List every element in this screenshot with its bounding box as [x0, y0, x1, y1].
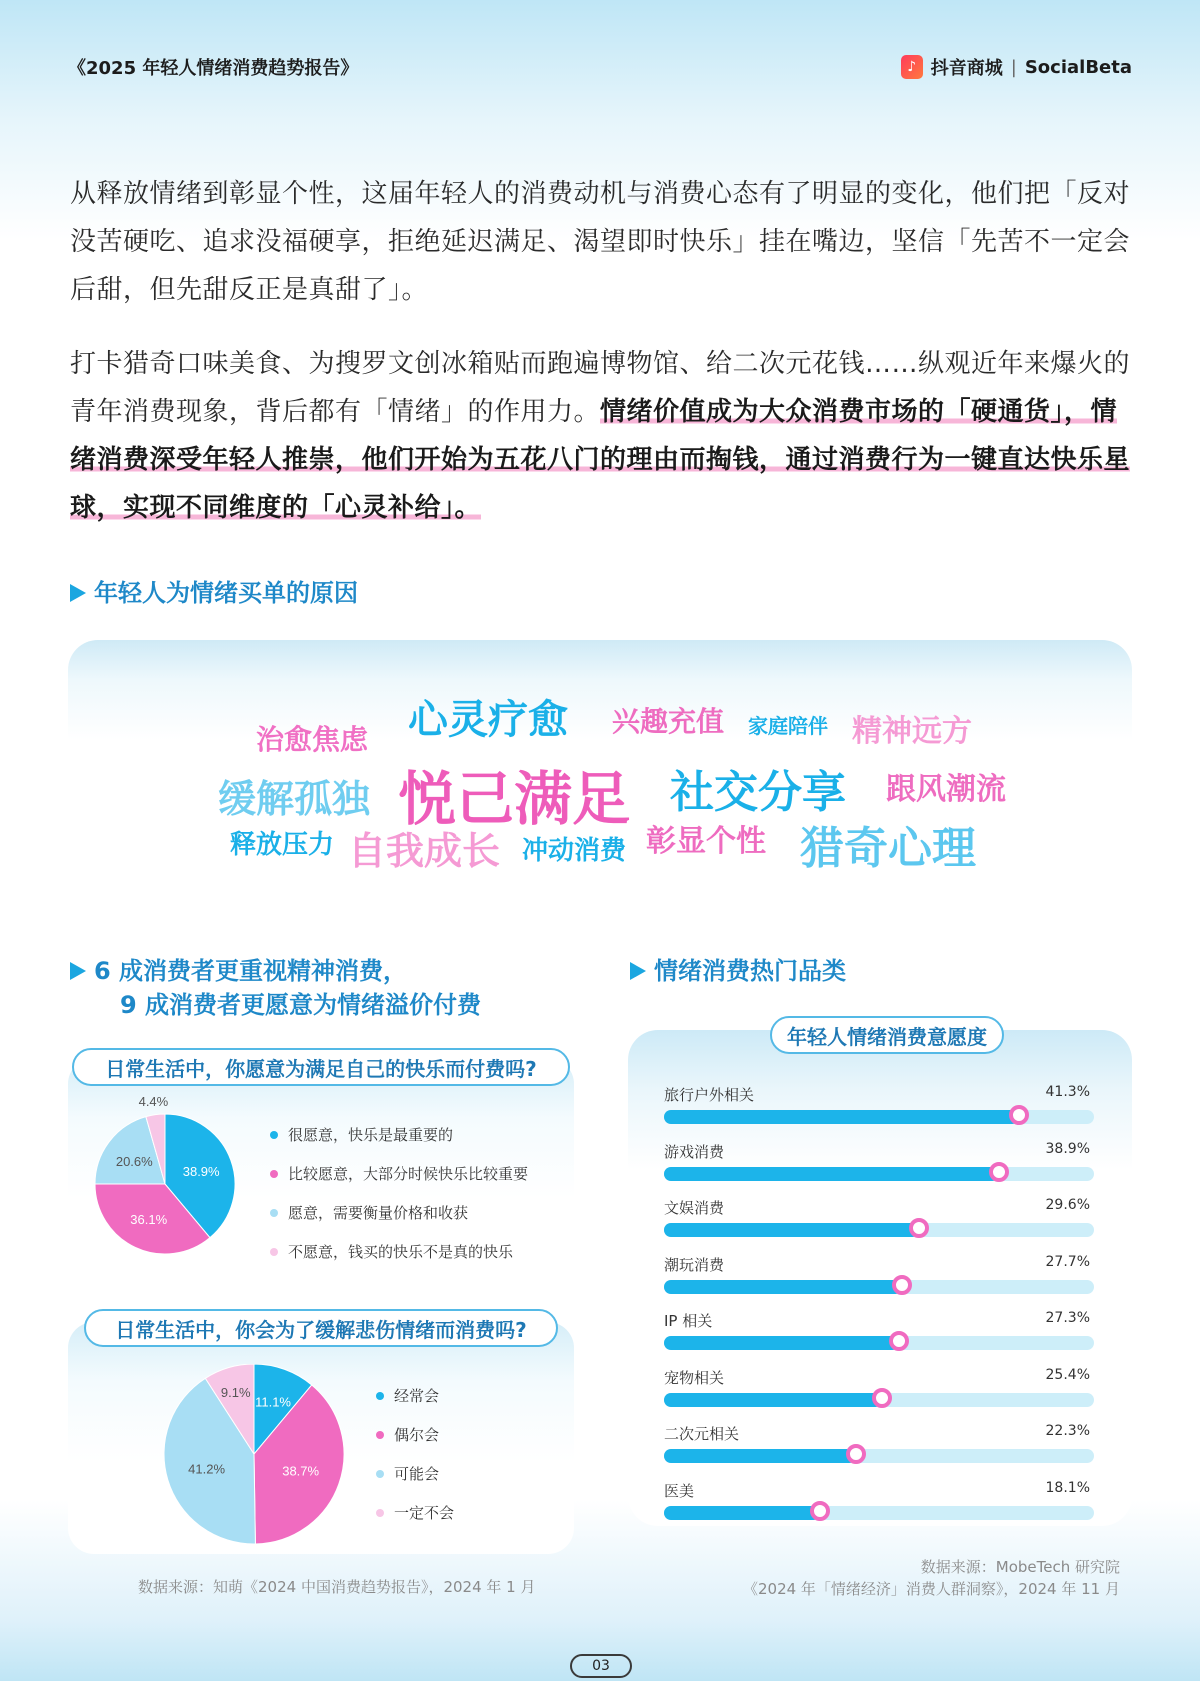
word-cloud-term: 治愈焦虑 — [256, 723, 369, 756]
bar-fill — [664, 1336, 899, 1350]
bar-fill — [664, 1110, 1019, 1124]
bar-chart-title: 年轻人情绪消费意愿度 — [770, 1016, 1004, 1054]
legend-item — [270, 1232, 528, 1271]
bar-row — [664, 1310, 1094, 1366]
legend-label: 一定不会 — [394, 1504, 455, 1522]
intro-paragraph-2 — [70, 340, 1132, 532]
legend-label: 可能会 — [394, 1465, 440, 1483]
legend-item — [376, 1376, 454, 1415]
bar-value-label: 27.3% — [1045, 1310, 1090, 1326]
legend-item — [270, 1154, 528, 1193]
left-title-line-1: 6 成消费者更重视精神消费， — [94, 957, 408, 985]
pie2-title: 日常生活中，你会为了缓解悲伤情绪而消费吗? — [84, 1309, 558, 1347]
bar-fill — [664, 1223, 919, 1237]
report-title: 《2025 年轻人情绪消费趋势报告》 — [68, 58, 359, 79]
legend-dot-icon — [270, 1209, 278, 1217]
legend-label: 偶尔会 — [394, 1426, 440, 1444]
bar-track — [664, 1167, 1094, 1181]
bar-fill — [664, 1506, 820, 1520]
source-left: 数据来源：知萌《2024 中国消费趋势报告》，2024 年 1 月 — [138, 1578, 536, 1596]
bar-row — [664, 1480, 1094, 1536]
bar-category-label: 旅行户外相关 — [664, 1086, 755, 1104]
bar-row — [664, 1197, 1094, 1253]
legend-item — [270, 1193, 528, 1232]
legend-dot-icon — [270, 1131, 278, 1139]
bar-value-label: 29.6% — [1045, 1197, 1090, 1213]
section-arrow-icon — [70, 584, 86, 602]
left-title-line-2: 9 成消费者更愿意为情绪溢价付费 — [120, 991, 482, 1019]
bar-fill — [664, 1167, 999, 1181]
word-cloud-term: 冲动消费 — [522, 836, 627, 866]
word-cloud-term: 缓解孤独 — [218, 777, 371, 821]
legend-dot-icon — [376, 1431, 384, 1439]
pie2-legend — [376, 1376, 454, 1532]
legend-item — [376, 1454, 454, 1493]
douyin-logo-icon: ♪ — [901, 55, 923, 79]
bar-category-label: 二次元相关 — [664, 1425, 740, 1443]
bar-track — [664, 1449, 1094, 1463]
bar-category-label: 医美 — [664, 1481, 695, 1500]
pie-value-label: 20.6% — [115, 1153, 153, 1169]
bar-row — [664, 1084, 1094, 1140]
word-cloud-term: 跟风潮流 — [886, 772, 1006, 807]
intro-paragraph-2-highlight: 情绪价值成为大众消费市场的「硬通货」，情绪消费深受年轻人推崇，他们开始为五花八门的理由而掏钱，通过消费行为一键直达快乐星球，实现不同维度的「心灵补给」。 — [70, 397, 1131, 523]
section-arrow-icon — [70, 962, 86, 980]
reasons-title-text: 年轻人为情绪买单的原因 — [94, 579, 358, 607]
reasons-section-title — [70, 576, 358, 610]
legend-label: 很愿意，快乐是最重要的 — [288, 1126, 454, 1144]
bar-fill — [664, 1449, 856, 1463]
intro-paragraph-2-plain: 打卡猎奇口味美食、为搜罗文创冰箱贴而跑遍博物馆、给二次元花钱……纵观近年来爆火的青年消费现象，背后都有「情绪」的作用力。 — [70, 349, 1131, 427]
word-cloud-term: 兴趣充值 — [612, 705, 725, 738]
word-cloud-term: 心灵疗愈 — [408, 697, 568, 743]
word-cloud-term: 自我成长 — [348, 829, 501, 873]
bar-track — [664, 1280, 1094, 1294]
word-cloud-term: 释放压力 — [230, 830, 335, 860]
bar-knob-icon — [846, 1444, 866, 1464]
partner-name: SocialBeta — [1024, 56, 1132, 78]
legend-label: 愿意，需要衡量价格和收获 — [288, 1204, 469, 1222]
legend-item — [376, 1415, 454, 1454]
bar-value-label: 22.3% — [1045, 1423, 1090, 1439]
bar-track — [664, 1110, 1094, 1124]
bar-category-label: 文娱消费 — [664, 1199, 725, 1217]
bar-value-label: 27.7% — [1045, 1253, 1090, 1270]
bar-knob-icon — [989, 1162, 1009, 1182]
bar-row — [664, 1423, 1094, 1479]
bar-knob-icon — [909, 1218, 929, 1238]
bar-value-label: 25.4% — [1045, 1366, 1090, 1383]
legend-item — [376, 1493, 454, 1532]
pie-value-label: 38.9% — [182, 1163, 220, 1179]
page-header — [68, 52, 1132, 82]
legend-dot-icon — [270, 1170, 278, 1178]
legend-label: 不愿意，钱买的快乐不是真的快乐 — [288, 1243, 514, 1261]
legend-dot-icon — [376, 1392, 384, 1400]
pie-value-label: 38.7% — [282, 1463, 320, 1479]
pie-value-label: 41.2% — [188, 1461, 226, 1477]
legend-item — [270, 1115, 528, 1154]
bar-knob-icon — [872, 1388, 892, 1408]
bar-category-label: 游戏消费 — [664, 1142, 725, 1161]
bar-fill — [664, 1280, 902, 1294]
bar-value-label: 38.9% — [1045, 1140, 1090, 1157]
bar-track — [664, 1393, 1094, 1407]
legend-label: 经常会 — [394, 1387, 440, 1405]
word-cloud-term: 精神远方 — [852, 714, 972, 749]
page-number: 03 — [570, 1654, 632, 1678]
legend-dot-icon — [376, 1509, 384, 1517]
legend-label: 比较愿意，大部分时候快乐比较重要 — [288, 1165, 529, 1183]
word-cloud-term: 猎奇心理 — [800, 823, 976, 874]
legend-dot-icon — [270, 1248, 278, 1256]
left-section-title — [70, 954, 481, 1022]
bar-knob-icon — [810, 1501, 830, 1521]
pie-chart-sadness — [164, 1364, 344, 1544]
pie-value-label: 11.1% — [255, 1394, 292, 1410]
brand-separator: | — [1010, 56, 1017, 78]
bar-row — [664, 1254, 1094, 1310]
bar-knob-icon — [889, 1331, 909, 1351]
section-arrow-icon — [630, 962, 646, 980]
bar-row — [664, 1141, 1094, 1197]
pie1-legend — [270, 1115, 528, 1271]
word-cloud-term: 彰显个性 — [646, 824, 766, 859]
bar-row — [664, 1367, 1094, 1423]
source-right-line-2: 《2024 年「情绪经济」消费人群洞察》，2024 年 11 月 — [742, 1580, 1120, 1598]
bar-fill — [664, 1393, 882, 1407]
bar-knob-icon — [892, 1275, 912, 1295]
right-section-title — [630, 954, 846, 988]
bar-track — [664, 1336, 1094, 1350]
bar-value-label: 41.3% — [1045, 1084, 1090, 1100]
word-cloud-term: 悦己满足 — [398, 765, 631, 833]
word-cloud-term: 家庭陪伴 — [748, 714, 828, 738]
pie1-title: 日常生活中，你愿意为满足自己的快乐而付费吗? — [72, 1048, 570, 1086]
bar-category-label: 宠物相关 — [664, 1368, 725, 1387]
bar-track — [664, 1223, 1094, 1237]
right-title-text: 情绪消费热门品类 — [654, 957, 846, 985]
source-right-line-1: 数据来源：MobeTech 研究院 — [920, 1558, 1120, 1576]
brand-lockup — [901, 54, 1132, 80]
legend-dot-icon — [376, 1470, 384, 1478]
pie-value-label: 4.4% — [138, 1093, 169, 1109]
bar-category-label: IP 相关 — [664, 1312, 713, 1330]
word-cloud-term: 社交分享 — [670, 767, 846, 818]
bar-category-label: 潮玩消费 — [664, 1255, 725, 1274]
pie-chart-happiness — [95, 1093, 235, 1254]
pie-value-label: 36.1% — [130, 1211, 168, 1227]
pie-value-label: 9.1% — [220, 1384, 251, 1400]
intro-paragraph-1: 从释放情绪到彰显个性，这届年轻人的消费动机与消费心态有了明显的变化，他们把「反对没苦硬吃、追求没福硬享，拒绝延迟满足、渴望即时快乐」挂在嘴边，坚信「先苦不一定会后甜，但先甜反正是真甜了」。 — [70, 179, 1131, 305]
bar-value-label: 18.1% — [1045, 1479, 1090, 1496]
brand-name: 抖音商城 — [930, 58, 1003, 79]
bar-track — [664, 1506, 1094, 1520]
bar-knob-icon — [1009, 1105, 1029, 1125]
